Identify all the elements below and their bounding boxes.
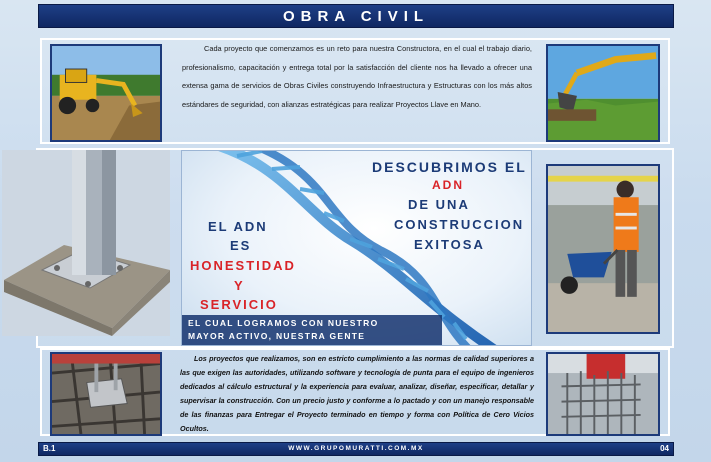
banner-left-honestidad: HONESTIDAD	[190, 258, 296, 273]
banner-line-exitosa: EXITOSA	[414, 237, 485, 252]
banner-line-construccion: CONSTRUCCION	[394, 217, 525, 232]
photo-steel-column-base	[2, 150, 170, 336]
photo-excavator-arm	[546, 44, 660, 142]
photo-rebar-cage	[546, 352, 660, 436]
photo-rebar-anchor-plate	[50, 352, 162, 436]
banner-left-el-adn: EL ADN	[208, 219, 268, 234]
body-paragraph: Los proyectos que realizamos, son en estricto cumplimiento a las normas de calidad superiores a las que exigen las autoridades, utilizando software y tecnología de punta para el equipo de ingenieros dedicados al cálculo estructural y la experiencia para evaluar, analizar, diseñar, especificar, detallar y supervisar la construcción. Con un precio justo y conforme a lo pactado y con un manejo responsable de las finanzas para Entregar el Proyecto terminado en tiempo y forma con Política de Cero Vicios Ocultos.	[180, 354, 534, 433]
banner-left-servicio: SERVICIO	[200, 297, 278, 312]
footer-website-link[interactable]: WWW.GRUPOMURATTI.COM.MX	[288, 444, 424, 452]
banner-line-adn: ADN	[432, 178, 464, 192]
adn-banner	[181, 150, 532, 346]
body-text	[180, 352, 534, 436]
page-title: OBRA CIVIL	[38, 4, 674, 28]
photo-worker-wheelbarrow	[546, 164, 660, 334]
footer-page-number: 04	[660, 444, 669, 453]
banner-left-y: Y	[234, 278, 245, 293]
intro-paragraph: Cada proyecto que comenzamos es un reto para nuestra Constructora, en el cual el trabajo diario, profesionalismo, capacitación y entrega total por la satisfacción del cliente nos ha llevado a ofrecer una extensa gama de servicios de Obras Civiles construyendo Infraestructura y Estructuras con los más altos estándares de seguridad, con alianzas estratégicas para realizar Proyectos Llave en Mano.	[182, 44, 532, 109]
banner-footer-line-2: MAYOR ACTIVO, NUESTRA GENTE	[188, 331, 366, 341]
footer-bar	[38, 442, 674, 456]
photo-backhoe-loader	[50, 44, 162, 142]
banner-footer	[182, 315, 442, 345]
banner-footer-line-1: EL CUAL LOGRAMOS CON NUESTRO	[188, 318, 379, 328]
footer-section-code: B.1	[43, 444, 56, 453]
banner-line-de-una: DE UNA	[408, 197, 470, 212]
intro-text	[182, 40, 532, 114]
banner-left-es: ES	[230, 238, 252, 253]
banner-line-descubrimos: DESCUBRIMOS EL	[372, 159, 527, 175]
